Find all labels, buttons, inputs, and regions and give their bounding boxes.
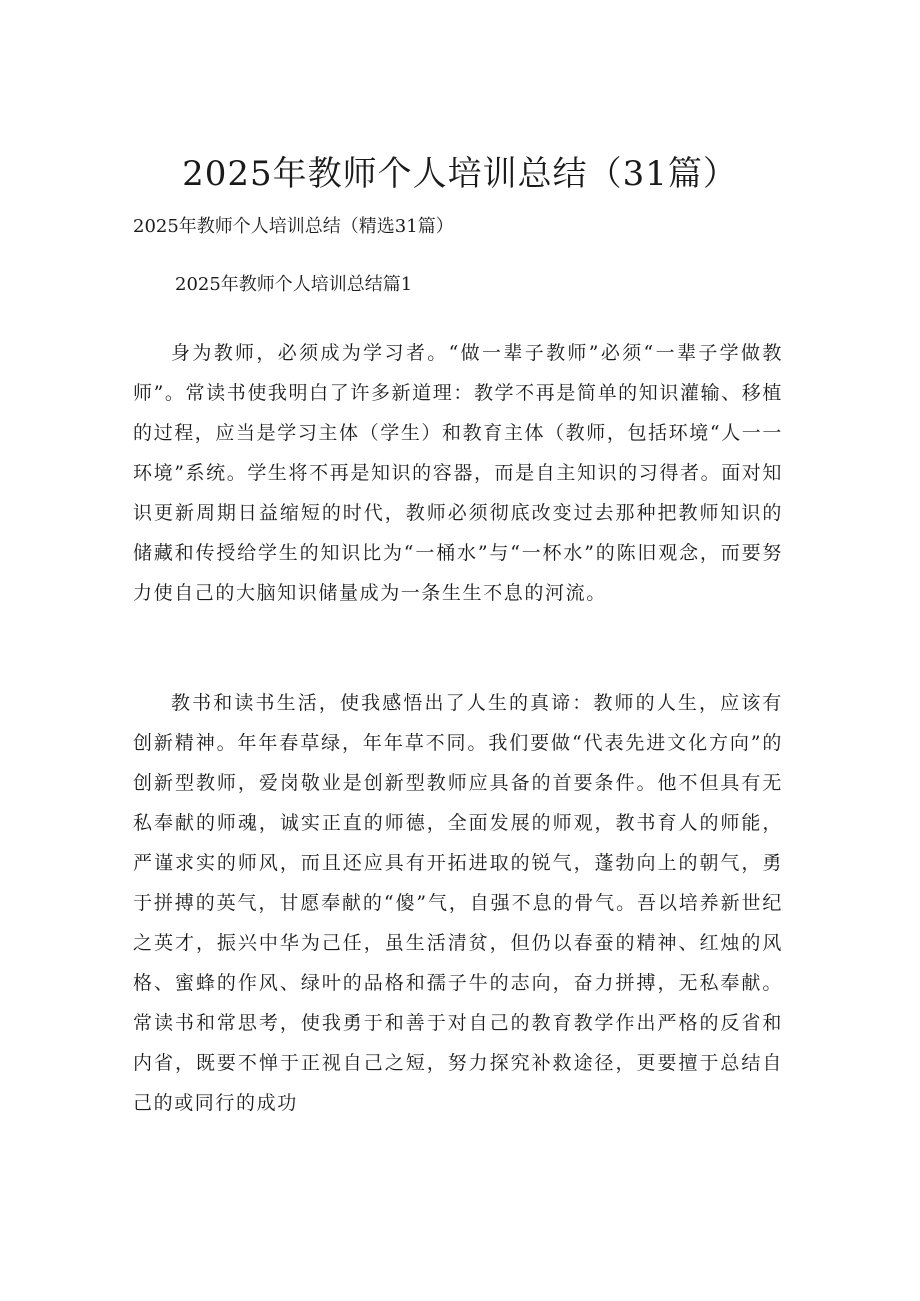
document-title: 2025年教师个人培训总结（31篇） <box>182 154 738 194</box>
document-subtitle: 2025年教师个人培训总结（精选31篇） <box>133 216 454 237</box>
body-paragraph-1: 身为教师，必须成为学习者。“做一辈子教师”必须“一辈子学做教师”。常读书使我明白了许多新道理：教学不再是简单的知识灌输、移植的过程，应当是学习主体（学生）和教育主体（教师，包括环境“人一一环境”系统。学生将不再是知识的容器，而是自主知识的习得者。面对知识更新周期日益缩短的时代，教师必须彻底改变过去那种把教师知识的储藏和传授给学生的知识比为“一桶水”与“一杯水”的陈旧观念，而要努力使自己的大脑知识储量成为一条生生不息的河流。 <box>133 342 783 604</box>
body-paragraph-2: 教书和读书生活，使我感悟出了人生的真谛：教师的人生，应该有创新精神。年年春草绿，年年草不同。我们要做“代表先进文化方向”的创新型教师，爱岗敬业是创新型教师应具备的首要条件。他不但具有无私奉献的师魂，诚实正直的师德，全面发展的师观，教书育人的师能，严谨求实的师风，而且还应具有开拓进取的锐气，蓬勃向上的朝气，勇于拼搏的英气，甘愿奉献的“傻”气，自强不息的骨气。吾以培养新世纪之英才，振兴中华为己任，虽生活清贫，但仍以春蚕的精神、红烛的风格、蜜蜂的作风、绿叶的品格和孺子牛的志向，奋力拼搏，无私奉献。常读书和常思考，使我勇于和善于对自己的教育教学作出严格的反省和内省，既要不惮于正视自己之短，努力探究补救途径，更要擅于总结自己的或同行的成功 <box>133 692 783 1114</box>
section-heading: 2025年教师个人培训总结篇1 <box>175 274 413 295</box>
